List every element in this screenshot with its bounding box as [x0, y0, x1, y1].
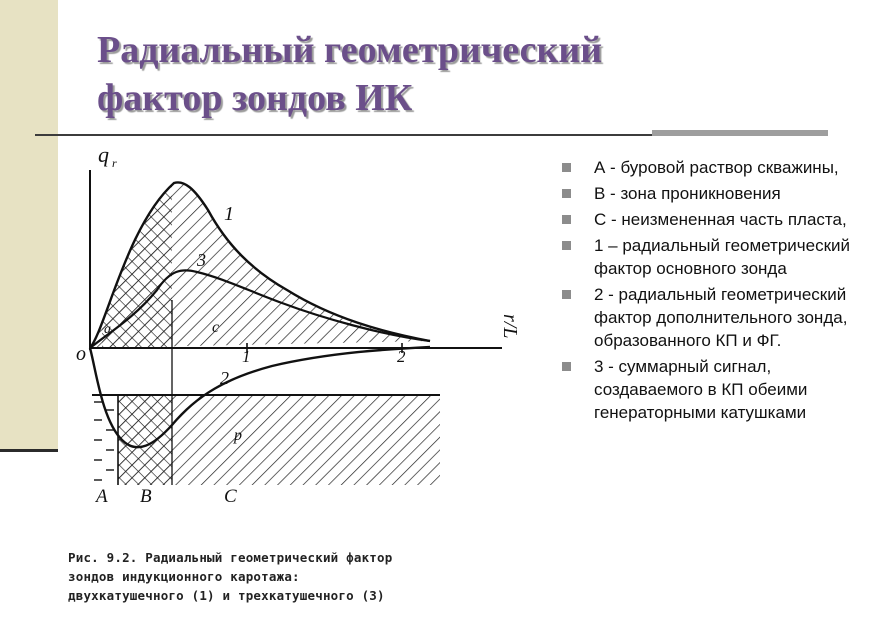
curve-1-label: 1 [224, 203, 234, 225]
legend-item [562, 182, 862, 205]
legend-item-text: С - неизмененная часть пласта, [594, 210, 847, 229]
legend-list [562, 156, 862, 427]
tick-1-label: 1 [242, 347, 251, 366]
legend-item-text: 3 - суммарный сигнал, создаваемого в КП обеими генераторными катушками [594, 357, 808, 422]
zone-b-lower-crosshatch [118, 395, 172, 485]
legend-item [562, 208, 862, 231]
caption-line-3: двухкатушечного (1) и трехкатушечного (3) [68, 588, 385, 603]
curve-3-label: 3 [197, 250, 206, 270]
title-line-2: фактор зондов ИК [97, 77, 413, 119]
title-divider-accent [652, 130, 828, 136]
bullet-square-icon [562, 290, 571, 299]
legend-item-text: В - зона проникновения [594, 184, 781, 203]
zone-label-b: B [140, 486, 152, 507]
inner-label-p: p [234, 427, 242, 444]
curve-2-label: 2 [220, 368, 229, 388]
inner-label-c: c [212, 319, 220, 336]
inner-label-a: a [104, 322, 111, 337]
caption-line-1: Рис. 9.2. Радиальный геометрический фактор [68, 550, 393, 565]
axis-y-sub: r [112, 156, 117, 170]
bullet-square-icon [562, 215, 571, 224]
legend-item [562, 355, 862, 424]
left-decor-line [0, 449, 58, 452]
left-decor-band [0, 0, 58, 450]
legend-item [562, 283, 862, 352]
tick-2-label: 2 [397, 347, 406, 366]
origin-label: o [76, 343, 86, 365]
figure-geometric-factor [62, 140, 560, 610]
axis-y-label: q [98, 142, 109, 167]
bullet-square-icon [562, 241, 571, 250]
zone-label-c: C [224, 486, 237, 507]
legend-item-text: А - буровой раствор скважины, [594, 158, 839, 177]
bullet-square-icon [562, 189, 571, 198]
legend-item-text: 1 – радиальный геометрический фактор основного зонда [594, 236, 851, 278]
title-line-1: Радиальный геометрический [97, 29, 603, 71]
caption-line-2: зондов индукционного каротажа: [68, 569, 300, 584]
bullet-square-icon [562, 362, 571, 371]
legend-item-text: 2 - радиальный геометрический фактор дополнительного зонда, образованного КП и ФГ. [594, 285, 848, 350]
slide-title [97, 26, 817, 122]
legend-item [562, 234, 862, 280]
zone-label-a: A [96, 486, 108, 507]
bullet-square-icon [562, 163, 571, 172]
figure-caption [68, 548, 552, 605]
figure-diagram [62, 140, 560, 610]
legend-item [562, 156, 862, 179]
axis-x-label: r/L [499, 314, 521, 339]
